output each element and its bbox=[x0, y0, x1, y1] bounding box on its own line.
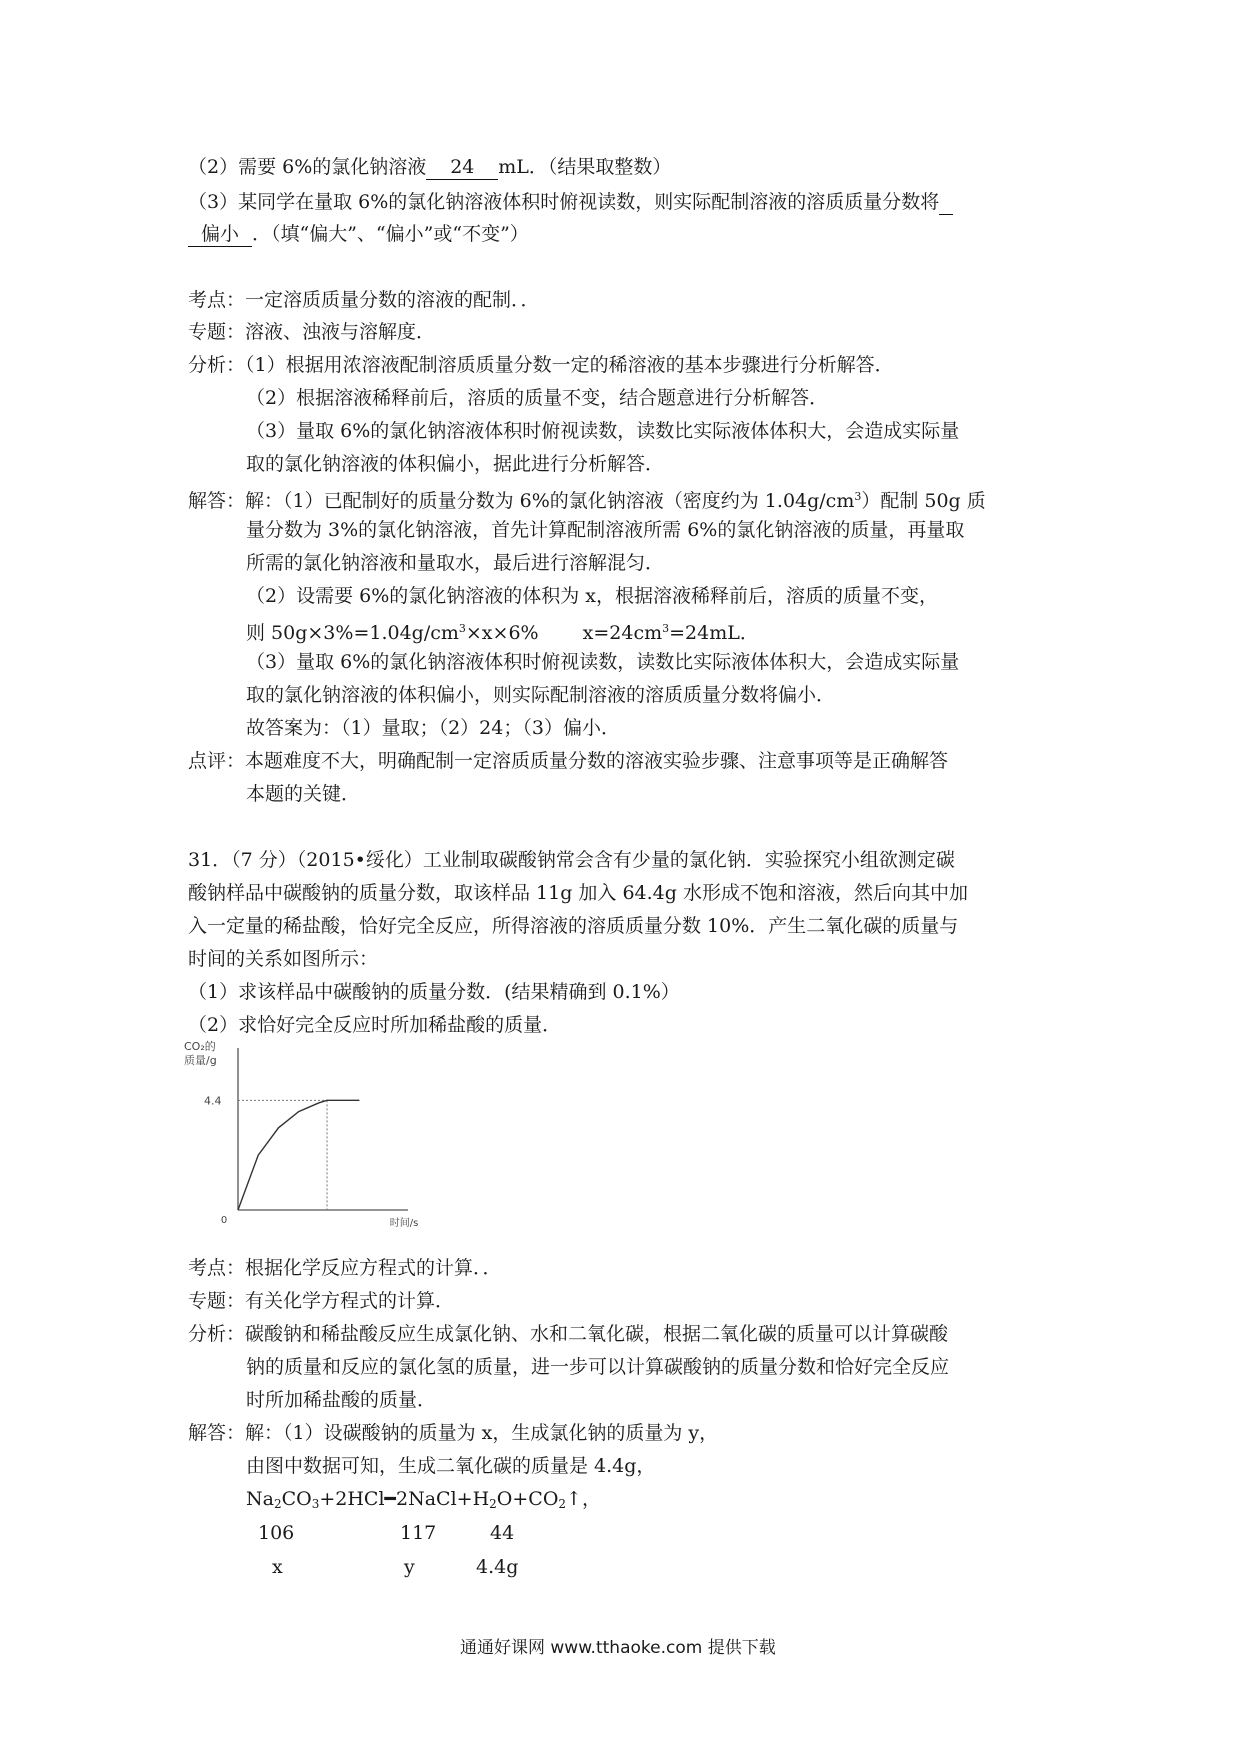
origin-label: 0 bbox=[220, 1215, 228, 1226]
chemical-equation: $Na_2CO_3+2HCl━2NaCl+H_2O+CO_2↑$， bbox=[246, 1488, 601, 1511]
fenxi-30-3b: 取的氯化钠溶液的体积偏小，据此进行分析解答． bbox=[246, 453, 665, 475]
jieda-30-1b: 量分数为 3%的氯化钠溶液，首先计算配制溶液所需 6%的氯化钠溶液的质量，再量取 bbox=[246, 519, 965, 541]
jieda-31-1: 解答：解：（1）设碳酸钠的质量为 x，生成氯化钠的质量为 y， bbox=[188, 1422, 719, 1444]
var-co2-mass: 4.4g bbox=[476, 1556, 519, 1578]
q31-stem-4: 时间的关系如图所示： bbox=[188, 948, 379, 970]
answer-blank-3: 偏小 bbox=[188, 222, 252, 247]
dianping-30b: 本题的关键． bbox=[246, 783, 361, 805]
var-y: y bbox=[404, 1556, 415, 1578]
jieda-31-2: 由图中数据可知，生成二氧化碳的质量是 4.4g， bbox=[246, 1455, 656, 1477]
kaodian-31: 考点：根据化学反应方程式的计算．． bbox=[188, 1257, 502, 1279]
q31-ask-1: （1）求该样品中碳酸钠的质量分数．(结果精确到 0.1%） bbox=[188, 981, 680, 1003]
q31-ask-2: （2）求恰好完全反应时所加稀盐酸的质量． bbox=[188, 1014, 562, 1036]
zhuanti-31: 专题：有关化学方程式的计算． bbox=[188, 1290, 455, 1312]
jieda-30-3a: （3）量取 6%的氯化钠溶液体积时俯视读数，读数比实际液体体积大，会造成实际量 bbox=[246, 651, 960, 673]
fenxi-31a: 分析：碳酸钠和稀盐酸反应生成氯化钠、水和二氧化碳，根据二氧化碳的质量可以计算碳酸 bbox=[188, 1323, 949, 1345]
co2-mass-time-chart bbox=[184, 1036, 420, 1236]
answer-blank-3-lead bbox=[939, 190, 953, 215]
zhuanti-30: 专题：溶液、浊液与溶解度． bbox=[188, 321, 436, 343]
fenxi-30-1: 分析：（1）根据用浓溶液配制溶质质量分数一定的稀溶液的基本步骤进行分析解答． bbox=[188, 354, 894, 376]
q30-part3-cont: 偏小 ．（填“偏大”、“偏小”或“不变”） bbox=[188, 222, 529, 247]
q30-part3: （3）某同学在量取 6%的氯化钠溶液体积时俯视读数，则实际配制溶液的溶质质量分数将 bbox=[188, 190, 953, 215]
fenxi-31c: 时所加稀盐酸的质量． bbox=[246, 1389, 437, 1411]
dianping-30a: 点评：本题难度不大，明确配制一定溶质质量分数的溶液实验步骤、注意事项等是正确解答 bbox=[188, 750, 949, 772]
answer-blank-2: 24 bbox=[426, 155, 498, 180]
jieda-30-1c: 所需的氯化钠溶液和量取水，最后进行溶解混匀． bbox=[246, 552, 665, 574]
kaodian-30: 考点：一定溶质质量分数的溶液的配制．． bbox=[188, 289, 540, 311]
x-axis-label: 时间/s bbox=[389, 1218, 419, 1229]
jieda-30-2a: （2）设需要 6%的氯化钠溶液的体积为 x，根据溶液稀释前后，溶质的质量不变， bbox=[246, 585, 939, 607]
molar-ratio-106: 106 bbox=[258, 1522, 295, 1544]
molar-ratio-117: 117 bbox=[400, 1522, 437, 1544]
footer-credit: 通通好课网 www.tthaoke.com 提供下载 bbox=[460, 1638, 776, 1658]
jieda-30-1a: 解答：解：（1）已配制好的质量分数为 6%的氯化钠溶液（密度约为 $1.04g/cm^3$）配制 50g 质 bbox=[188, 490, 986, 512]
y-tick-label: 4.4 bbox=[204, 1094, 222, 1108]
jieda-30-3b: 取的氯化钠溶液的体积偏小，则实际配制溶液的溶质质量分数将偏小． bbox=[246, 684, 836, 706]
y-axis-label-line2: 质量/g bbox=[184, 1054, 217, 1067]
co2-mass-curve bbox=[238, 1100, 359, 1210]
q31-stem-3: 入一定量的稀盐酸，恰好完全反应，所得溶液的溶质质量分数 10%．产生二氧化碳的质量与 bbox=[188, 915, 959, 937]
fenxi-30-3a: （3）量取 6%的氯化钠溶液体积时俯视读数，读数比实际液体体积大，会造成实际量 bbox=[246, 420, 960, 442]
q31-stem-2: 酸钠样品中碳酸钠的质量分数，取该样品 11g 加入 64.4g 水形成不饱和溶液，然后向其中加 bbox=[188, 882, 968, 904]
fenxi-31b: 钠的质量和反应的氯化氢的质量，进一步可以计算碳酸钠的质量分数和恰好完全反应 bbox=[246, 1356, 950, 1378]
q30-part2: （2）需要 6%的氯化钠溶液 24 mL．（结果取整数） bbox=[188, 156, 672, 178]
y-axis-label-line1: CO₂的 bbox=[184, 1040, 216, 1053]
fenxi-30-2: （2）根据溶液稀释前后，溶质的质量不变，结合题意进行分析解答． bbox=[246, 387, 829, 409]
molar-ratio-44: 44 bbox=[490, 1522, 515, 1544]
q31-stem-1: 31．（7 分）（2015•绥化）工业制取碳酸钠常会含有少量的氯化钠．实验探究小组欲测定碳 bbox=[188, 849, 955, 871]
var-x: x bbox=[272, 1556, 283, 1578]
answer-summary-30: 故答案为：（1）量取；（2）24；（3）偏小． bbox=[246, 717, 620, 739]
jieda-30-2b: 则 $50g\times 3\%=1.04g/cm^3\times x\times 6\%$ $x=24cm^3=24mL$． bbox=[246, 622, 759, 644]
